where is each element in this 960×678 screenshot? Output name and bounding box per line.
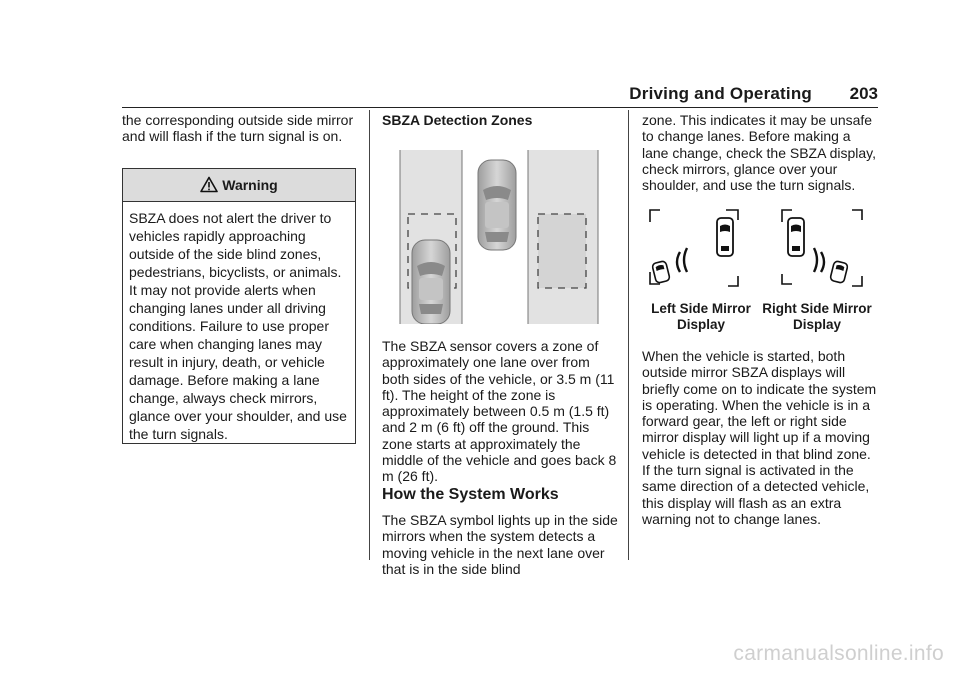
page-number: 203 (849, 84, 878, 103)
column-3 (642, 112, 878, 193)
warning-title: Warning (222, 177, 278, 193)
right-detection-zone (538, 214, 586, 288)
column-divider-2 (628, 110, 629, 560)
coverage-paragraph: The SBZA sensor covers a zone of approximately one lane over from both sides of the vehicle, or 3.5 m (11 ft). The height of the zone is approximately between 0.5 m (1.5 ft) and 2 m (6 ft) off the ground. This zone starts at approximately the middle of the vehicle and goes back 8 m (26 ft). (382, 338, 617, 485)
warning-box (122, 168, 356, 444)
sbza-detection-zones-figure (396, 150, 600, 324)
display-operation-paragraph: When the vehicle is started, both outside mirror SBZA displays will briefly come on to indicate the system is operating. When the vehicle is in a forward gear, the left or right side mirror display will light up if a moving vehicle is detected in that blind zone. If the turn signal is activated in the same direction of a detected vehicle, this display will flash as an extra warning not to change lanes. (642, 348, 877, 527)
host-vehicle (478, 160, 516, 250)
adjacent-vehicle (412, 240, 450, 324)
left-mirror-display-icon (650, 210, 738, 286)
warning-header (123, 169, 355, 202)
sbza-coverage-text (382, 338, 618, 485)
column-1 (122, 112, 358, 145)
zone-paragraph: zone. This indicates it may be unsafe to change lanes. Before making a lane change, check the SBZA display, check mirrors, glance over your shoulder, and use the turn signals. (642, 112, 876, 194)
watermark: carmanualsonline.info (733, 642, 944, 665)
section-title: Driving and Operating (629, 84, 812, 103)
right-mirror-display-icon (782, 210, 862, 286)
left-mirror-caption: Left Side Mirror Display (651, 301, 751, 332)
how-it-works-paragraph: The SBZA symbol lights up in the side mirrors when the system detects a moving vehicle in the next lane over that is in the side blind (382, 512, 618, 577)
column-divider-1 (369, 110, 370, 560)
mirror-displays-figure (642, 206, 878, 302)
warning-triangle-icon (200, 176, 218, 193)
intro-text: the corresponding outside side mirror and will flash if the turn signal is on. (122, 112, 354, 145)
how-it-works-heading: How the System Works (382, 486, 559, 503)
warning-body: SBZA does not alert the driver to vehicles rapidly approaching outside of the side blind zones, pedestrians, bicyclists, or animals. It may not provide alerts when changing lanes under all driving conditions. Failure to use proper care when changing lanes may result in injury, death, or vehicle damage. Before making a lane change, always check mirrors, glance over your shoulder, and use the turn signals. (129, 210, 347, 442)
page-header (122, 84, 878, 106)
how-it-works-text (382, 512, 618, 577)
column-2 (382, 112, 618, 128)
header-rule (122, 107, 878, 108)
right-mirror-caption: Right Side Mirror Display (762, 301, 872, 332)
figure-title: SBZA Detection Zones (382, 112, 533, 128)
display-operation-text (642, 348, 878, 527)
